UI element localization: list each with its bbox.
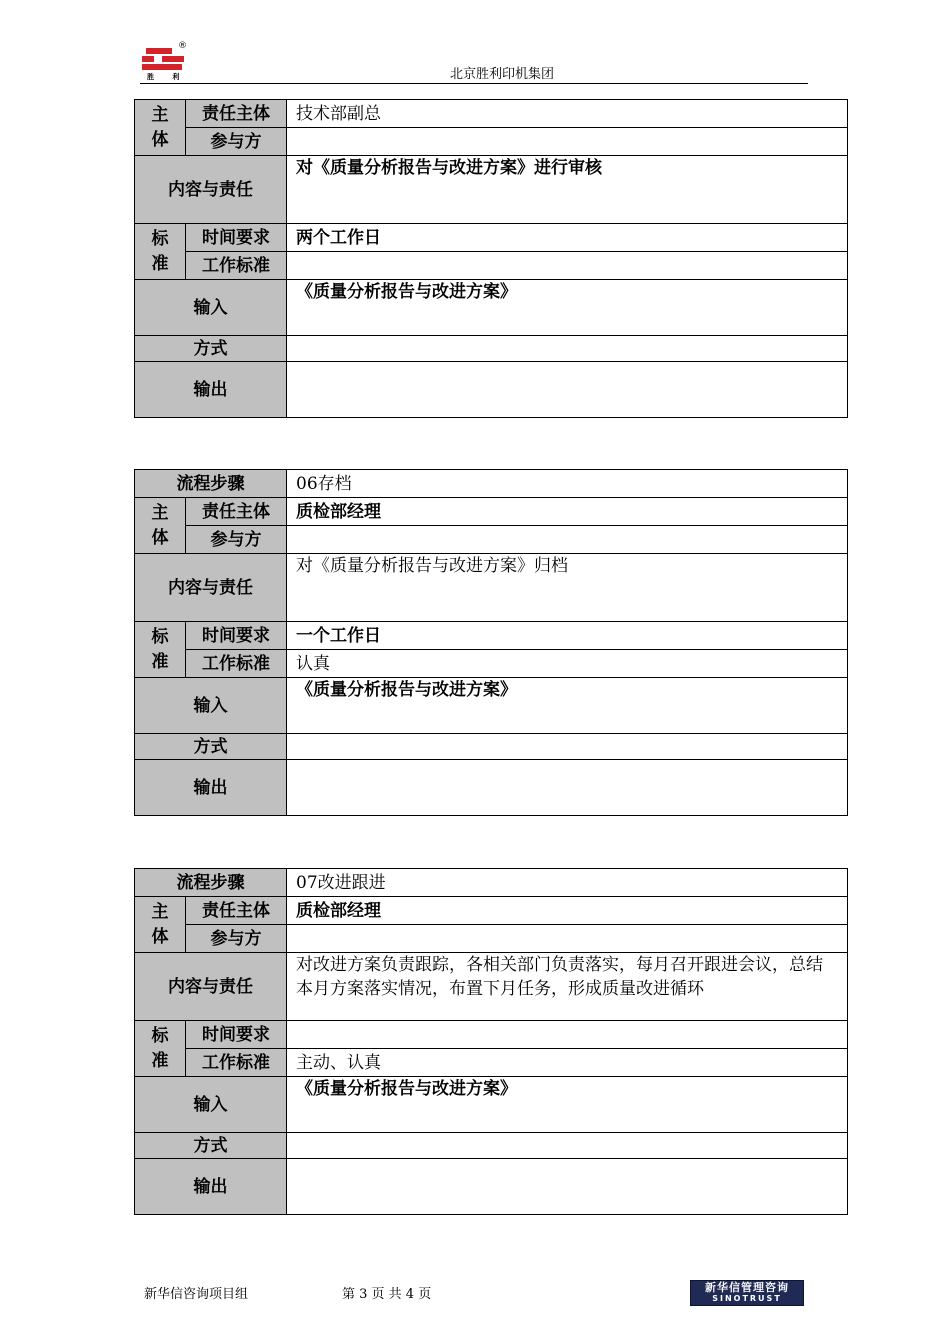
responsible-label: 责任主体 <box>186 498 287 526</box>
footer-page-number: 第 3 页 共 4 页 <box>342 1287 432 1302</box>
participant-value <box>287 925 848 953</box>
time-value: 一个工作日 <box>287 622 848 650</box>
input-value: 《质量分析报告与改进方案》 <box>287 1077 848 1133</box>
method-value <box>287 1133 848 1159</box>
input-label: 输入 <box>135 1077 287 1133</box>
process-table-3 <box>134 868 848 1215</box>
time-value <box>287 1021 848 1049</box>
responsible-label: 责任主体 <box>186 100 287 128</box>
participant-value <box>287 526 848 554</box>
participant-label: 参与方 <box>186 925 287 953</box>
output-value <box>287 362 848 418</box>
work-standard-label: 工作标准 <box>186 1049 287 1077</box>
output-value <box>287 760 848 816</box>
method-label: 方式 <box>135 734 287 760</box>
work-standard-value: 主动、认真 <box>287 1049 848 1077</box>
company-logo <box>140 42 188 84</box>
footer-project-group: 新华信咨询项目组 <box>144 1287 249 1302</box>
content-value: 对《质量分析报告与改进方案》进行审核 <box>287 156 848 224</box>
process-table-2 <box>134 469 848 816</box>
header-rule <box>140 83 808 84</box>
method-label: 方式 <box>135 1133 287 1159</box>
responsible-value: 技术部副总 <box>287 100 848 128</box>
step-label: 流程步骤 <box>135 869 287 897</box>
input-label: 输入 <box>135 280 287 336</box>
content-label: 内容与责任 <box>135 953 287 1021</box>
participant-value <box>287 128 848 156</box>
logo-mark: ® <box>178 41 187 51</box>
responsible-label: 责任主体 <box>186 897 287 925</box>
header-title: 北京胜利印机集团 <box>449 67 554 82</box>
time-label: 时间要求 <box>186 224 287 252</box>
input-label: 输入 <box>135 678 287 734</box>
step-label: 流程步骤 <box>135 470 287 498</box>
content-label: 内容与责任 <box>135 156 287 224</box>
logo-text: 胜 利 <box>147 73 188 81</box>
time-value: 两个工作日 <box>287 224 848 252</box>
page-footer <box>144 1280 808 1306</box>
work-standard-value: 认真 <box>287 650 848 678</box>
subject-group-label: 主 体 <box>135 897 186 953</box>
subject-group-label: 主 体 <box>135 498 186 554</box>
responsible-value: 质检部经理 <box>287 498 848 526</box>
method-value <box>287 734 848 760</box>
method-value <box>287 336 848 362</box>
time-label: 时间要求 <box>186 1021 287 1049</box>
responsible-value: 质检部经理 <box>287 897 848 925</box>
step-value: 07改进跟进 <box>287 869 848 897</box>
output-label: 输出 <box>135 362 287 418</box>
participant-label: 参与方 <box>186 128 287 156</box>
work-standard-label: 工作标准 <box>186 252 287 280</box>
sinotrust-logo <box>690 1280 804 1306</box>
content-value: 对改进方案负责跟踪，各相关部门负责落实，每月召开跟进会议，总结本月方案落实情况，布置下月任务，形成质量改进循环 <box>287 953 848 1021</box>
method-label: 方式 <box>135 336 287 362</box>
output-label: 输出 <box>135 760 287 816</box>
content-value: 对《质量分析报告与改进方案》归档 <box>287 554 848 622</box>
standard-group-label: 标 准 <box>135 1021 186 1077</box>
subject-group-label: 主 体 <box>135 100 186 156</box>
input-value: 《质量分析报告与改进方案》 <box>287 280 848 336</box>
step-value: 06存档 <box>287 470 848 498</box>
time-label: 时间要求 <box>186 622 287 650</box>
participant-label: 参与方 <box>186 526 287 554</box>
output-value <box>287 1159 848 1215</box>
page-header <box>140 42 808 84</box>
standard-group-label: 标 准 <box>135 224 186 280</box>
sinotrust-logo-cn: 新华信管理咨询 <box>705 1281 789 1294</box>
output-label: 输出 <box>135 1159 287 1215</box>
sinotrust-logo-en: SINOTRUST <box>712 1294 782 1303</box>
standard-group-label: 标 准 <box>135 622 186 678</box>
input-value: 《质量分析报告与改进方案》 <box>287 678 848 734</box>
content-label: 内容与责任 <box>135 554 287 622</box>
work-standard-value <box>287 252 848 280</box>
process-table-1 <box>134 99 848 418</box>
work-standard-label: 工作标准 <box>186 650 287 678</box>
